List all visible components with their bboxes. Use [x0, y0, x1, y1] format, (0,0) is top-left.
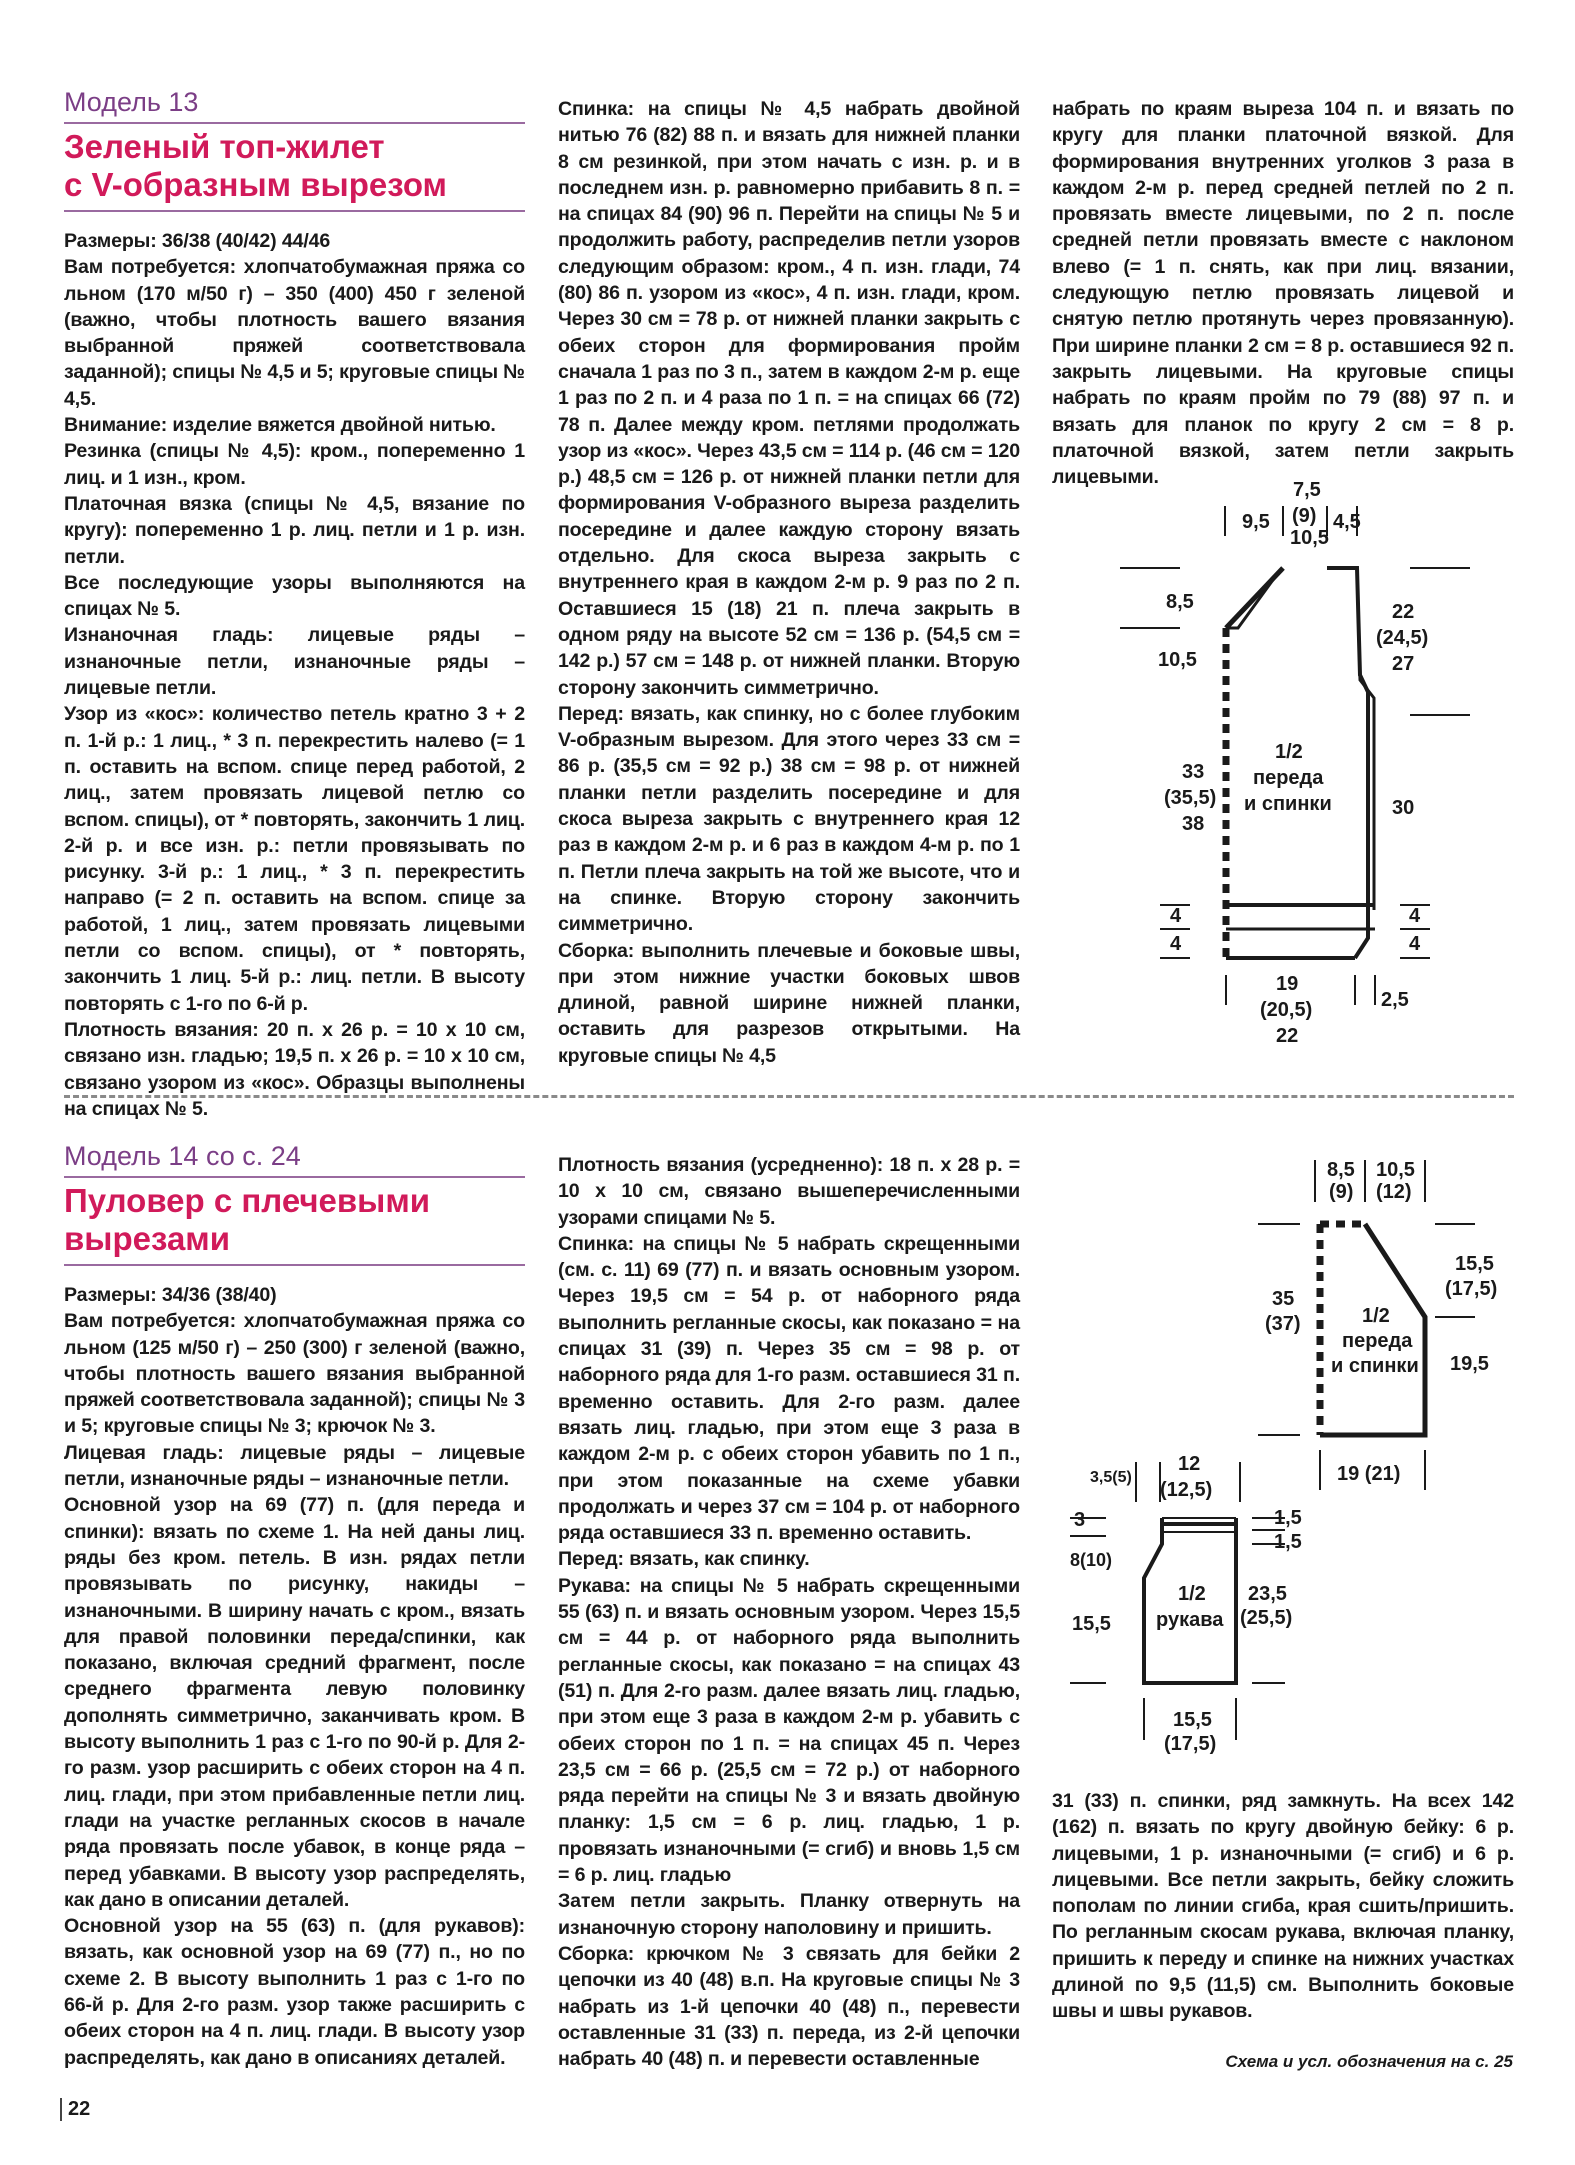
- title-line: с V-образным вырезом: [64, 166, 447, 203]
- title-rule: [64, 210, 525, 212]
- dim-label: 10,5: [1376, 1159, 1415, 1181]
- dim-label: 22: [1392, 601, 1415, 623]
- instructions: [64, 1282, 525, 2071]
- paragraph-text: кром., попеременно 1 лиц. и 1 изн., кром.: [64, 440, 525, 489]
- article-title: [64, 122, 525, 204]
- title-line: Пуловер с плечевыми: [64, 1182, 431, 1219]
- paragraph-heading: Рукава:: [558, 1574, 631, 1597]
- dim-label: 2,5: [1381, 989, 1409, 1011]
- dim-label: (9): [1292, 505, 1317, 527]
- paragraph: [558, 1546, 1020, 1572]
- dim-label: 15,5: [1173, 1709, 1212, 1731]
- paragraph-heading: Основной узор на 69 (77) п. (для переда и спинки):: [64, 1494, 525, 1543]
- paragraph-text: количество петель кратно 3 + 2 п. 1-й р.: 1 лиц., * 3 п. перекрестить налево (= 1 п. оставить на вспом. спице перед работой, 2 лиц., затем провязать лицевой петлю со вспом. спицы), от * повторять, закончить 1 лиц. 2-й р. и все изн. р.: петли провязывать по рисунку. 3-й р.: 1 лиц., * 3 п. перекрестить направо (= 2 п. оставить на вспом. спице за работой, 1 лиц., затем провязать лицевыми петли со вспом. спицы), от * повторять, закончить 1 лиц. 5-й р.: лиц. петли. В высоту повторять с 1-го по 6-й р.: [64, 703, 525, 1015]
- paragraph: [64, 1308, 525, 1439]
- paragraph-heading: Сборка:: [558, 939, 635, 962]
- section-divider: [64, 1095, 1514, 1098]
- paragraph: [64, 491, 525, 570]
- center-label: 1/2: [1275, 741, 1303, 763]
- paragraph-text: 34/36 (38/40): [156, 1284, 277, 1306]
- paragraph: [64, 254, 525, 412]
- dim-label: 15,5: [1072, 1613, 1111, 1635]
- paragraph-text: лицевые ряды – изнаночные петли, изнаночные ряды – лицевые петли.: [64, 624, 526, 700]
- m14-col1: [64, 1140, 525, 2071]
- dim-label: 19 (21): [1337, 1463, 1401, 1485]
- dim-label: (17,5): [1445, 1278, 1498, 1300]
- m13-col2: [558, 96, 1020, 1069]
- paragraph: 31 (33) п. спинки, ряд замкнуть. На всех 142 (162) п. вязать по кругу двойную бейку: 6 р. лицевыми, 1 р. изнаночными (= сгиб) и 6 р. лицевыми. Все петли закрыть, бейку сложить пополам по линии сгиба, края сшить/пришить. По регланным скосам рукава, включая планку, пришить к переду и спинке на нижних участках длиной по 9,5 (11,5) см. Выполнить боковые швы и швы рукавов.: [1052, 1790, 1514, 2023]
- center-label: и спинки: [1331, 1355, 1419, 1377]
- paragraph-heading: Размеры:: [64, 230, 157, 252]
- paragraph: [64, 412, 525, 438]
- paragraph: [558, 96, 1020, 701]
- instructions: [558, 96, 1020, 1069]
- paragraph-text: выполнить плечевые и боковые швы, при этом нижние участки боковых швов длиной, равной ширине нижней планки, оставить для разрезов открытыми. На круговые спицы № 4,5: [558, 939, 1020, 1067]
- dim-label: 30: [1392, 797, 1415, 819]
- paragraph-heading: Вам потребуется:: [64, 256, 236, 279]
- paragraph: [558, 1573, 1020, 1889]
- paragraph: [558, 938, 1020, 1069]
- center-label: 1/2: [1362, 1305, 1390, 1327]
- paragraph: [558, 1231, 1020, 1547]
- band-label: 4: [1409, 933, 1421, 955]
- paragraph: [64, 570, 525, 623]
- dim-label: 7,5: [1293, 479, 1321, 501]
- paragraph-text: на спицы № 4,5 набрать двойной нитью 76 (82) 88 п. и вязать для нижней планки 8 см резинкой, при этом начать с изн. р. и в последнем изн. р. равномерно прибавить 8 п. = на спицах 84 (90) 96 п. Перейти на спицы № 5 и продолжить работу, распределив петли узоров следующим образом: кром., 4 п. изн. глади, 74 (80) 86 п. узором из «кос», 4 п. изн. глади, кром. Через 30 см = 78 р. от нижней планки закрыть с обеих сторон для формирования пройм сначала 1 раз по 3 п., затем в каждом 2-м р. еще 1 раз по 2 п. и 4 раза по 1 п. = на спицах 66 (72) 78 п. Далее между кром. петлями продолжать узор из «кос». Через 43,5 см = 114 р. (46 см = 120 р.) 48,5 см = 126 р. от нижней планки петли для формирования V-образного выреза разделить посередине и далее каждую сторону вязать отдельно. Для скоса выреза закрыть с внутреннего края в каждом 2-м р. 9 раз по 2 п. Оставшиеся 15 (18) 21 п. плеча закрыть в одном ряду на высоте 52 см = 136 р. (54,5 см = 142 р.) 57 см = 148 р. от нижней планки. Вторую сторону закончить симметрично.: [558, 98, 1020, 699]
- dim-label: (9): [1329, 1181, 1354, 1203]
- center-label: переда: [1342, 1330, 1413, 1352]
- dim-label: 15,5: [1455, 1253, 1494, 1275]
- dim-label: (12,5): [1160, 1479, 1213, 1501]
- dim-label: 38: [1182, 813, 1205, 835]
- dim-label: 10,5: [1158, 649, 1197, 671]
- center-label: переда: [1253, 767, 1324, 789]
- paragraph-heading: Вам потребуется:: [64, 1310, 236, 1333]
- article-title: [64, 1176, 525, 1258]
- dim-label: 19: [1276, 973, 1299, 995]
- instructions: [558, 1152, 1020, 2072]
- dim-label: 10,5: [1290, 527, 1329, 549]
- m13-col3: [1052, 96, 1514, 490]
- paragraph-text: Все последующие узоры выполняются на спицах № 5.: [64, 571, 525, 621]
- band-label: 4: [1170, 905, 1182, 927]
- dim-label: 33: [1182, 761, 1205, 783]
- paragraph: [558, 701, 1020, 938]
- page-number: 22: [60, 2098, 90, 2121]
- paragraph-heading: Плотность вязания (усредненно):: [558, 1154, 884, 1176]
- dim-label: 12: [1178, 1453, 1201, 1475]
- paragraph: [64, 228, 525, 254]
- dim-label: 23,5: [1248, 1583, 1287, 1605]
- paragraph-heading: Резинка (спицы № 4,5):: [64, 440, 302, 463]
- center-label: и спинки: [1244, 793, 1332, 815]
- footnote: Схема и усл. обозначения на с. 25: [1225, 2052, 1513, 2071]
- paragraph-heading: Перед:: [558, 702, 624, 725]
- paragraph-heading: Размеры:: [64, 1284, 157, 1306]
- dim-label: (20,5): [1260, 999, 1313, 1021]
- dim-label: (25,5): [1240, 1607, 1293, 1629]
- paragraph: [64, 1017, 525, 1122]
- paragraph: [64, 438, 525, 491]
- center-label: рукава: [1156, 1609, 1224, 1631]
- m14-col2: [558, 1152, 1020, 2072]
- paragraph-text: изделие вяжется двойной нитью.: [167, 414, 496, 437]
- m14-sleeve-schematic: [1060, 1448, 1330, 1768]
- paragraph: [64, 1492, 525, 1913]
- dim-label: 3: [1074, 1509, 1086, 1531]
- dim-label: 8,5: [1166, 591, 1194, 613]
- dim-label: 1,5: [1274, 1507, 1302, 1529]
- dim-label: (12): [1376, 1181, 1412, 1203]
- dim-label: 3,5(5): [1090, 1469, 1132, 1486]
- title-line: Зеленый топ-жилет: [64, 128, 385, 165]
- paragraph-text: 18 п. х 28 р. = 10 х 10 см, связано вышеперечисленными узорами спицами № 5.: [558, 1154, 1020, 1229]
- m13-col1: [64, 86, 525, 1122]
- dim-label: 8(10): [1070, 1550, 1113, 1570]
- paragraph: [64, 1282, 525, 1308]
- paragraph-heading: Внимание:: [64, 414, 168, 437]
- paragraph: [64, 622, 525, 701]
- paragraph-text: хлопчатобумажная пряжа со льном (170 м/50 г) – 350 (400) 450 г зеленой (важно, чтобы плотность вашего вязания выбранной пряжей соответствовала заданной); спицы № 4,5 и 5; круговые спицы № 4,5.: [64, 256, 525, 410]
- paragraph-text: Затем петли закрыть. Планку отвернуть на изнаночную сторону наполовину и пришить.: [558, 1890, 1020, 1939]
- paragraph-text: вязать по схеме 1. На ней даны лиц. ряды без кром. петель. В изн. рядах петли провязывать по рисунку, накиды – изнаночными. В ширину начать с кром., вязать для правой половинки переда/спинки, как показано, включая средний фрагмент, после среднего фрагмента левую половинку дополнять симметрично, заканчивать кром. В высоту выполнить 1 раз с 1-го по 90-й р. Для 2-го разм. узор расширить с обеих сторон на 4 п. лиц. глади, при этом прибавленные петли лиц. глади на участке регланных скосов в начале ряда провязать после убавок, в конце ряда – перед убавками. В высоту узор распределять, как дано в описании деталей.: [64, 1520, 525, 1911]
- paragraph: [64, 701, 525, 1017]
- dim-label: 8,5: [1327, 1159, 1355, 1181]
- paragraph-text: лицевые ряды – лицевые петли, изнаночные ряды – изнаночные петли.: [64, 1441, 525, 1491]
- m13-schematic: [1100, 470, 1520, 1060]
- paragraph-heading: Плотность вязания:: [64, 1018, 259, 1041]
- paragraph: [558, 1888, 1020, 1941]
- paragraph-heading: Перед:: [558, 1548, 624, 1571]
- paragraph: [558, 1941, 1020, 2072]
- title-rule: [64, 1264, 525, 1266]
- paragraph-heading: Спинка:: [558, 98, 635, 120]
- paragraph-text: на спицы № 5 набрать скрещенными 55 (63) п. и вязать основным узором. Через 15,5 см = 44 р. от наборного ряда выполнить регланные скосы, как показано = на спицах 43 (51) п. Для 2-го разм. далее вязать лиц. гладью, при этом еще 3 раза в каждом 2-м р. убавить с обеих сторон по 1 п. = на спицах 45 п. Через 23,5 см = 66 р. (25,5 см = 72 р.) от наборного ряда перейти на спицы № 3 и вязать двойную планку: 1,5 см = 6 р. лиц. гладью, 1 р. провязать изнаночными (= сгиб) и вновь 1,5 см = 6 р. лиц. гладью: [558, 1574, 1020, 1887]
- paragraph-text: вязать, как спинку, но с более глубоким V-образным вырезом. Для этого через 33 см = 86 р. (35,5 см = 92 р.) 38 см = 98 р. от нижней планки петли разделить посередине и для скоса выреза закрыть с внутреннего края 12 раз в каждом 2-м р. и 6 раз в каждом 4-м р. по 1 п. Петли плеча закрыть на той же высоте, что и на спинке. Вторую сторону закончить симметрично.: [558, 702, 1020, 936]
- dim-label: (24,5): [1376, 627, 1429, 649]
- paragraph: [64, 1440, 525, 1493]
- model-label: Модель 13: [64, 87, 199, 117]
- paragraph-heading: Платочная вязка (спицы № 4,5, вязание по кругу):: [64, 492, 525, 542]
- paragraph-text: на спицы № 5 набрать скрещенными (см. с. 11) 69 (77) п. и вязать основным узором. Через 19,5 см = 54 р. от наборного ряда выполнить регланные скосы, как показано = на спицах 31 (39) п. Через 35 см = 98 р. от наборного ряда для 1-го разм. оставшиеся 31 п. временно оставить. Для 2-го разм. далее вязать лиц. гладью, при этом еще 3 раза в каждом 2-м р. с обеих сторон убавить по 1 п., при этом показанные на схеме убавки продолжать и через 37 см = 104 р. от наборного ряда оставшиеся 33 п. временно оставить.: [558, 1232, 1020, 1545]
- dim-label: 27: [1392, 653, 1415, 675]
- paragraph-text: 20 п. х 26 р. = 10 х 10 см, связано изн. гладью; 19,5 п. х 26 р. = 10 х 10 см, связано узором из «кос». Образцы выполнены на спицах № 5.: [64, 1018, 525, 1120]
- dim-label: 19,5: [1450, 1353, 1489, 1375]
- paragraph-text: 36/38 (40/42) 44/46: [156, 230, 331, 252]
- paragraph-text: попеременно 1 р. лиц. петли и 1 р. изн. петли.: [64, 519, 525, 568]
- band-label: 4: [1409, 905, 1421, 927]
- paragraph-heading: Изнаночная гладь:: [64, 624, 274, 647]
- paragraph: [64, 1913, 525, 2071]
- paragraph-text: хлопчатобумажная пряжа со льном (125 м/50 г) – 250 (300) г зеленой (важно, чтобы плотность вашего вязания выбранной пряжей соответствовала заданной); спицы № 3 и 5; круговые спицы № 3; крючок № 3.: [64, 1310, 525, 1438]
- paragraph-text: вязать, как основной узор на 69 (77) п., но по схеме 2. В высоту выполнить 1 раз с 1-го по 66-й р. Для 2-го разм. узор также расширить с обеих сторон на 4 п. лиц. глади. В высоту узор распределять, как дано в описаниях деталей.: [64, 1941, 525, 2069]
- paragraph: [558, 1152, 1020, 1231]
- paragraph-heading: Узор из «кос»:: [64, 703, 205, 726]
- model-label: Модель 14 со с. 24: [64, 1141, 301, 1171]
- band-label: 4: [1170, 933, 1182, 955]
- dim-label: (17,5): [1164, 1733, 1217, 1755]
- dim-label: 1,5: [1274, 1531, 1302, 1553]
- dim-label: (37): [1265, 1313, 1301, 1335]
- m14-col3: [1052, 1788, 1514, 2025]
- paragraph-heading: Лицевая гладь:: [64, 1441, 224, 1464]
- dim-label: 9,5: [1242, 511, 1270, 533]
- paragraph: набрать по краям выреза 104 п. и вязать по кругу для планки платочной вязкой. Для формирования внутренних уголков 3 раза в каждом 2-м р. перед средней петлей по 2 п. провязать вместе лицевыми, по 2 п. после средней петли провязать вместе с наклоном влево (= 1 п. снять, как при лиц. вязании, следующую петлю провязать лицевой и снятую петлю протянуть через провязанную). При ширине планки 2 см = 8 р. оставшиеся 92 п. закрыть лицевыми. На круговые спицы набрать по краям пройм по 79 (88) 97 п. и вязать для планок по кругу 2 см = 8 р. платочной вязкой, затем петли закрыть лицевыми.: [1052, 98, 1514, 489]
- dim-label: 35: [1272, 1288, 1295, 1310]
- paragraph-heading: Сборка:: [558, 1942, 635, 1965]
- paragraph-heading: Спинка:: [558, 1232, 635, 1255]
- dim-label: 4,5: [1333, 511, 1361, 533]
- title-line: вырезами: [64, 1220, 230, 1257]
- paragraph-text: крючком № 3 связать для бейки 2 цепочки из 40 (48) в.п. На круговые спицы № 3 набрать из 1-й цепочки 40 (48) п., перевести оставленные 31 (33) п. переда, из 2-й цепочки набрать 40 (48) п. и перевести оставленные: [558, 1942, 1020, 2071]
- paragraph-heading: Основной узор на 55 (63) п. (для рукавов):: [64, 1915, 525, 1938]
- instructions: [64, 228, 525, 1122]
- paragraph-text: вязать, как спинку.: [623, 1548, 810, 1571]
- dim-label: (35,5): [1164, 787, 1217, 809]
- dim-label: 22: [1276, 1025, 1299, 1047]
- center-label: 1/2: [1178, 1583, 1206, 1605]
